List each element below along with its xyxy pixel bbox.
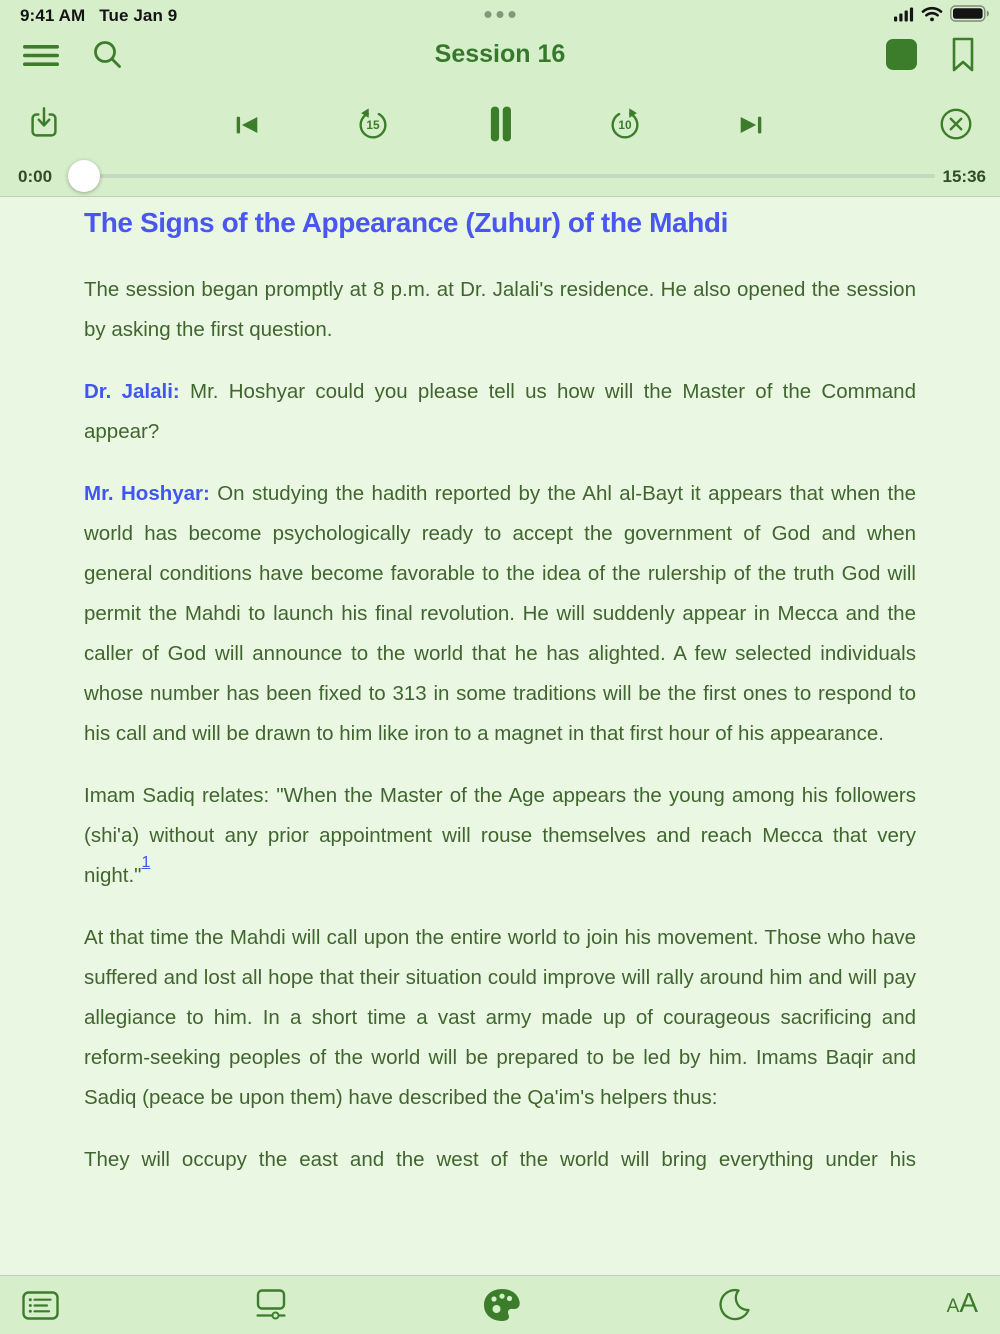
page-title: Session 16 [434,40,566,68]
palette-icon[interactable] [483,1288,521,1322]
article-heading: The Signs of the Appearance (Zuhur) of the Mahdi [84,207,728,238]
speaker-label: Dr. Jalali: [84,380,190,403]
article-body [84,270,916,1180]
paragraph: At that time the Mahdi will call upon the entire world to join his movement. Those who have suffered and lost all hope that their situation could improve will rally around him and will pay allegiance to him. In a short time a vast army made up of courageous sacrificing and reform-seeking peoples of the world will be prepared to be led by him. Imams Baqir and Sadiq (peace be upon them) have described the Qa'im's helpers thus: [84,926,916,1109]
night-mode-icon[interactable] [718,1288,750,1322]
paragraph: Mr. Hoshyar: On studying the hadith reported by the Ahl al-Bayt it appears that when the world has become psychologically ready to accept the government of God and when general conditions have become favorable to the idea of the rulership of the truth God will permit the Mahdi to launch his final revolution. He will suddenly appear in Mecca and the caller of God will announce to the world that he has alighted. A few selected individuals whose number has been fixed to 313 in some traditions will be the first ones to respond to his call and will be drawn to him like iron to a magnet in that first hour of his appearance. [84,482,916,745]
text-size-small-a: A [946,1296,960,1317]
multitask-dots-icon [485,11,516,18]
stop-icon[interactable] [886,39,917,70]
footnote-link[interactable]: 1 [141,854,151,872]
top-chrome [0,0,1000,197]
date: Tue Jan 9 [99,6,178,25]
paragraph: Dr. Jalali: Mr. Hoshyar could you please tell us how will the Master of the Command appear? [84,380,916,443]
status-right [894,5,990,22]
previous-track-icon[interactable] [232,110,262,140]
paragraph: The session began promptly at 8 p.m. at Dr. Jalali's residence. He also opened the session by asking the first question. [84,278,916,341]
status-left [20,6,177,26]
download-icon[interactable] [25,105,63,143]
status-bar [0,0,1000,30]
pause-icon[interactable] [479,103,521,145]
next-track-icon[interactable] [736,110,766,140]
paragraph: They will occupy the east and the west of the world will bring everything under his [84,1148,916,1171]
battery-icon [950,5,990,22]
display-brightness-icon[interactable] [256,1289,286,1321]
bookmark-icon[interactable] [949,36,977,74]
contents-list-icon[interactable] [22,1291,59,1320]
forward-10-icon[interactable] [606,105,644,143]
close-icon[interactable] [937,105,975,143]
forward-seconds-label: 10 [618,118,632,133]
text-size-large-a: A [959,1287,978,1318]
rewind-seconds-label: 15 [366,118,380,133]
progress-thumb[interactable] [68,160,100,192]
text-size-icon[interactable] [946,1287,978,1318]
wifi-icon [921,6,943,22]
reader-content[interactable] [0,198,1000,1275]
rewind-15-icon[interactable] [354,105,392,143]
total-time: 15:36 [942,167,986,186]
elapsed-time: 0:00 [18,167,53,186]
paragraph: Imam Sadiq relates: "When the Master of the Age appears the young among his followers (shi'a) without any prior appointment will rouse themselves and reach Mecca that very night."$^1$ [84,784,916,887]
progress-track[interactable] [84,174,935,178]
cellular-signal-icon [894,6,914,22]
clock: 9:41 AM [20,6,86,25]
bottom-toolbar [0,1275,1000,1334]
speaker-label: Mr. Hoshyar: [84,482,218,505]
